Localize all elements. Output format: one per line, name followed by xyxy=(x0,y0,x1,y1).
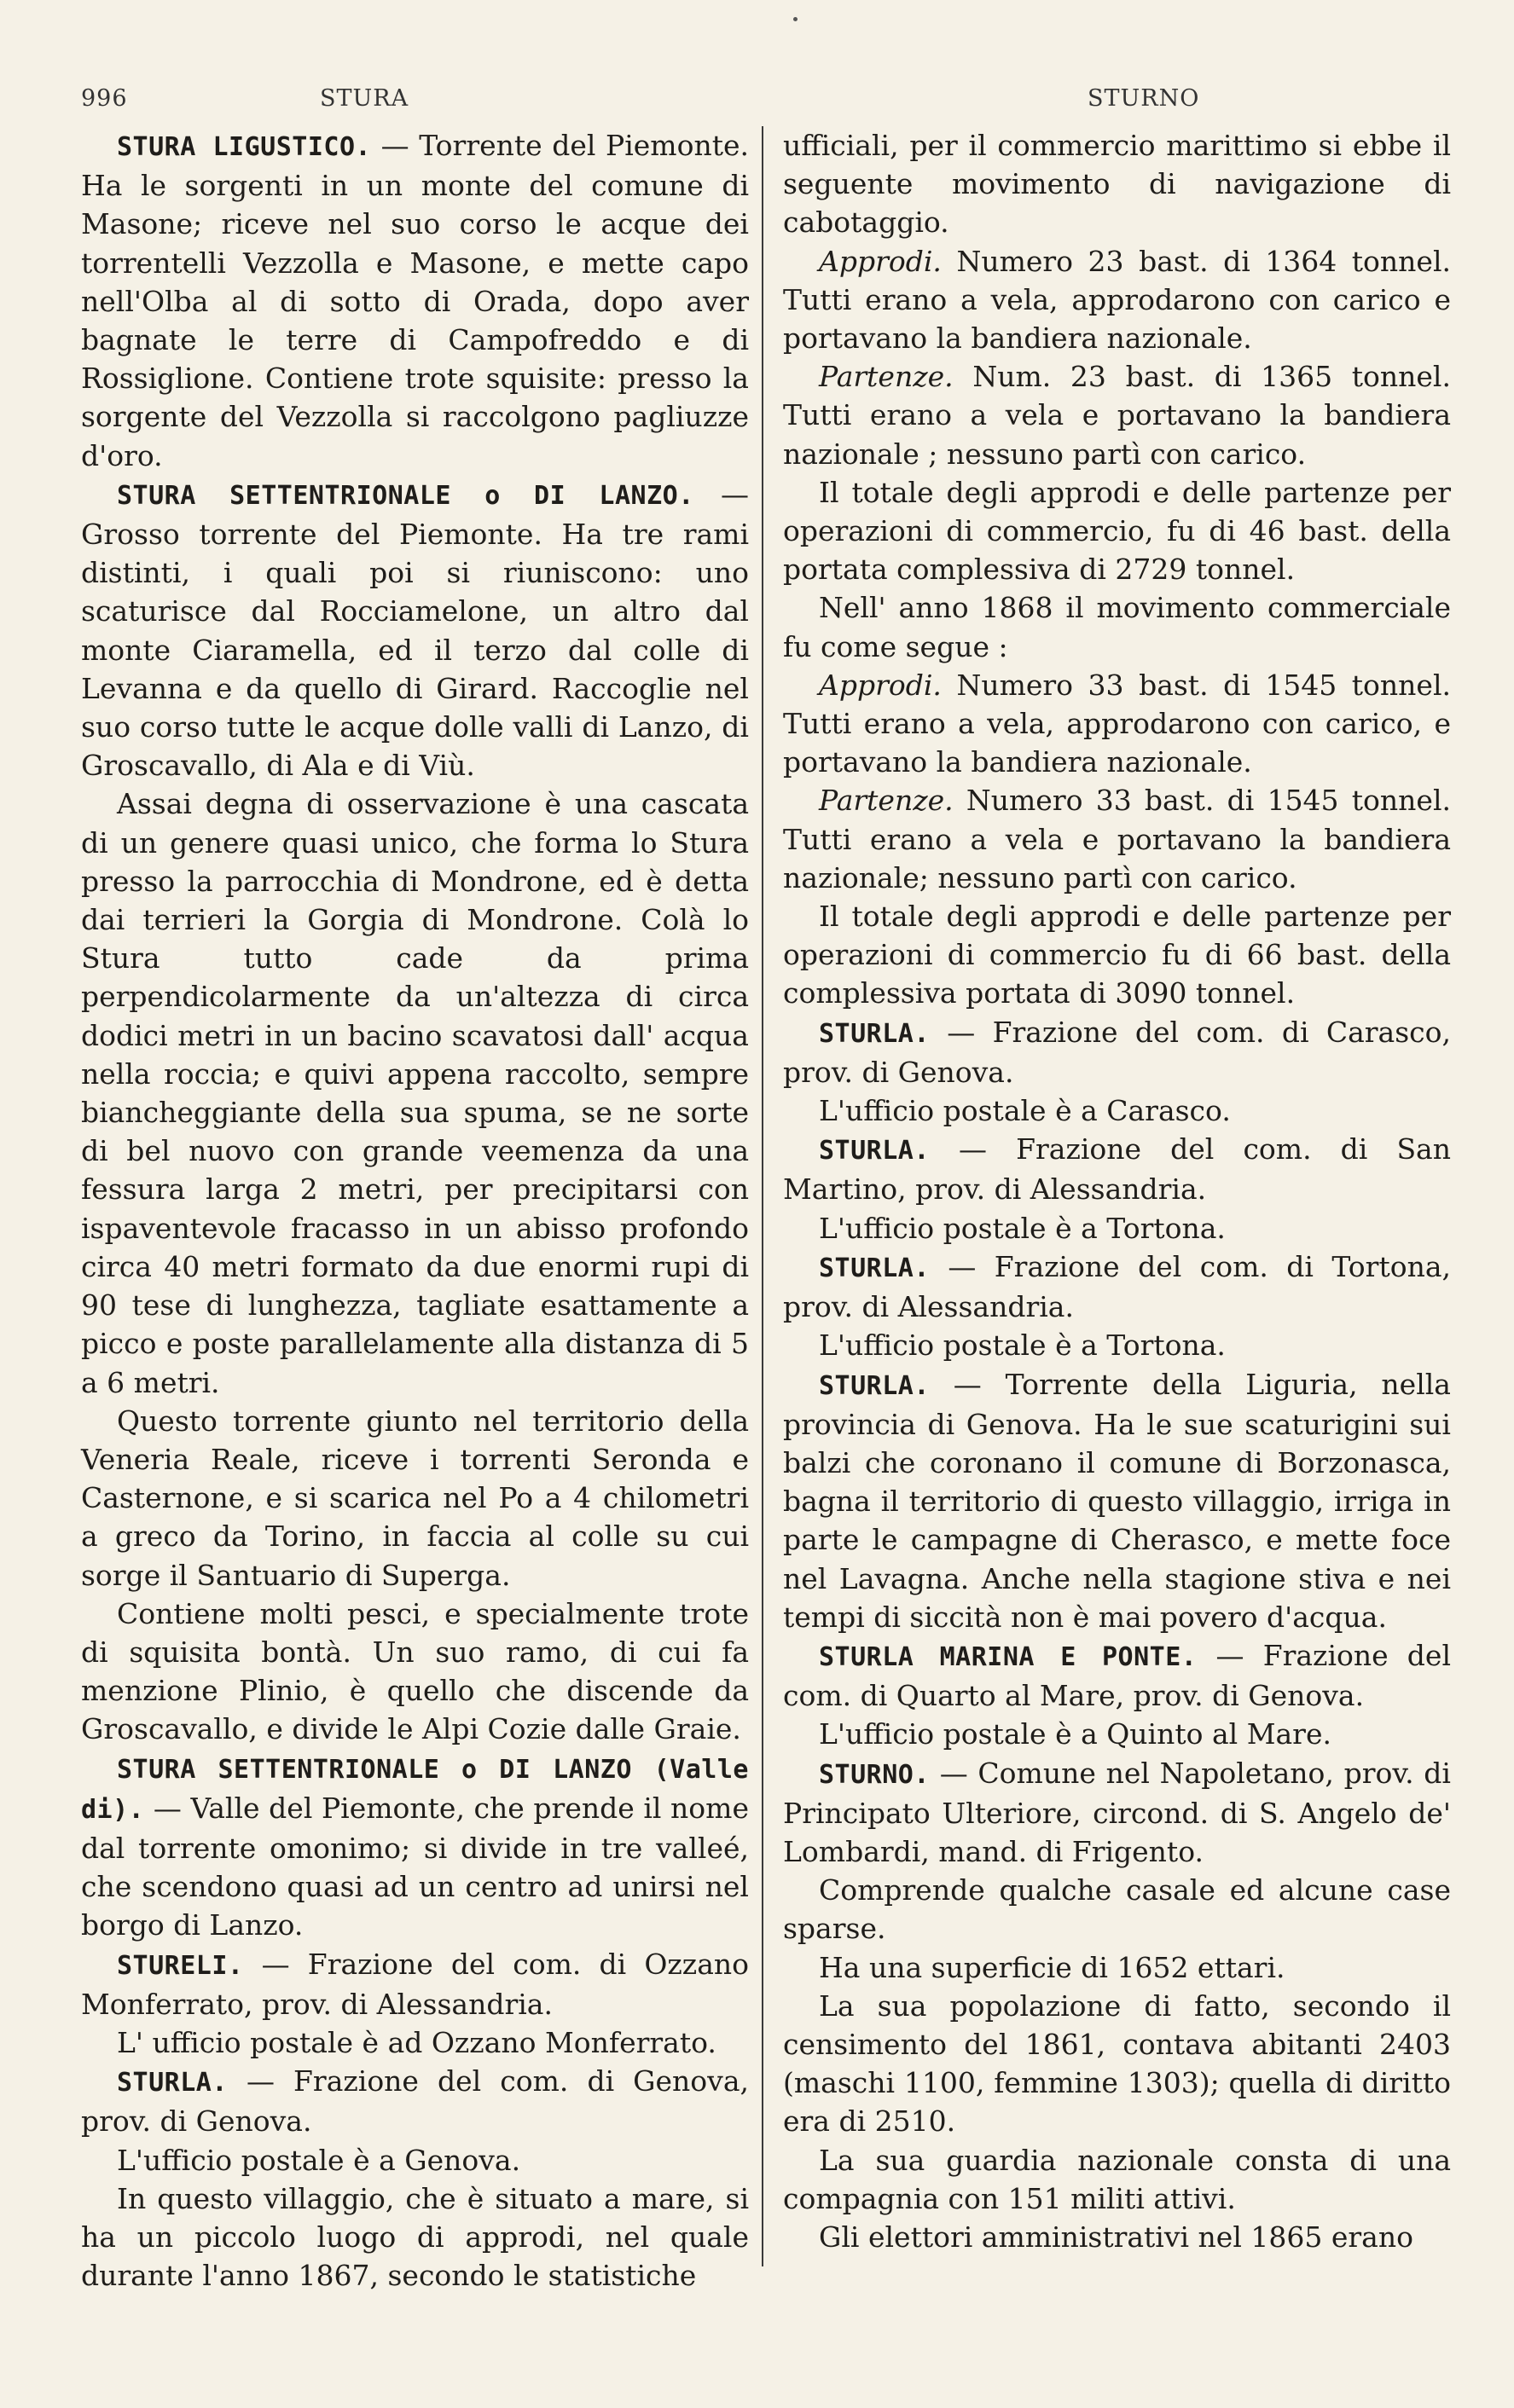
dictionary-entry xyxy=(783,1013,1451,1091)
entry-text: — Frazione del com. di San Martino, prov. di Alessandria. xyxy=(783,1132,1451,1207)
dictionary-entry xyxy=(783,1754,1451,1872)
entry-text: — Frazione del com. di Carasco, prov. di Genova. xyxy=(783,1015,1451,1089)
paragraph-label: Approdi. xyxy=(819,668,942,702)
paragraph: Questo torrente giunto nel territorio della Veneria Reale, riceve i torrenti Seronda e Casternone, e si scarica nel Po a 4 chilometri a greco da Torino, in faccia al colle su cui sorge il Santuario di Superga. xyxy=(81,1404,749,1592)
entry-text: — Valle del Piemonte, che prende il nome dal torrente omonimo; si divide in tre valleé, che scendono quasi ad un centro ad unirsi nel borgo di Lanzo. xyxy=(81,1791,749,1942)
paragraph-label: Partenze. xyxy=(819,360,954,394)
entry-headword: STURELI. xyxy=(117,1950,244,1981)
paragraph: La sua popolazione di fatto, secondo il censimento del 1861, contava abitanti 2403 (maschi 1100, femmine 1303); quella di diritto era di 2510. xyxy=(783,1988,1451,2139)
paragraph-text: Numero 33 bast. di 1545 tonnel. Tutti erano a vela, approdarono con carico, e portavano la bandiera nazionale. xyxy=(783,668,1451,779)
right-column xyxy=(783,126,1451,2256)
paragraph: La sua guardia nazionale consta di una compagnia con 151 militi attivi. xyxy=(783,2143,1451,2215)
entry-headword: STURA SETTENTRIONALE o DI LANZO (Valle di). xyxy=(81,1754,749,1825)
dictionary-entry xyxy=(81,1945,749,2023)
entry-text: — Frazione del com. di Ozzano Monferrato, prov. di Alessandria. xyxy=(81,1947,749,2021)
labeled-paragraph xyxy=(783,242,1451,358)
entry-headword: STURNO. xyxy=(819,1759,930,1790)
page-number: 996 xyxy=(81,85,128,112)
paragraph-text: Numero 33 bast. di 1545 tonnel. Tutti erano a vela e portavano la bandiera nazionale; nessuno partì con carico. xyxy=(783,784,1451,894)
paragraph: L'ufficio postale è a Genova. xyxy=(117,2143,521,2177)
entry-text: — Torrente del Piemonte. Ha le sorgenti in un monte del comune di Masone; riceve nel suo corso le acque dei torrentelli Vezzolla e Masone, e mette capo nell'Olba al di sotto di Orada, dopo aver bagnate le terre di Campofreddo e di Rossiglione. Contiene trote squisite: presso la sorgente del Vezzolla si raccolgono pagliuzze d'oro. xyxy=(81,129,749,472)
entry-headword: STURLA. xyxy=(819,1136,930,1166)
left-running-head: STURA xyxy=(320,85,409,112)
entry-headword: STURA SETTENTRIONALE o DI LANZO. xyxy=(117,480,694,511)
paragraph-text: Numero 23 bast. di 1364 tonnel. Tutti erano a vela, approdarono con carico e portavano la bandiera nazionale. xyxy=(783,244,1451,356)
entry-text: — Torrente della Liguria, nella provincia di Genova. Ha le sue scaturigini sui balzi che coronano il comune di Borzonasca, bagna il territorio di questo villaggio, irriga in parte le campagne di Cherasco, e mette foce nel Lavagna. Anche nella stagione stiva e nei tempi di siccità non è mai povero d'acqua. xyxy=(783,1367,1451,1634)
paragraph: L'ufficio postale è a Tortona. xyxy=(819,1328,1226,1363)
paragraph-label: Partenze. xyxy=(819,784,954,818)
dictionary-entry xyxy=(81,475,749,785)
dictionary-entry xyxy=(783,1247,1451,1326)
labeled-paragraph xyxy=(783,781,1451,897)
labeled-paragraph xyxy=(783,666,1451,782)
left-column xyxy=(81,126,749,2295)
paragraph: Comprende qualche casale ed alcune case sparse. xyxy=(783,1873,1451,1946)
paragraph: L'ufficio postale è a Tortona. xyxy=(819,1211,1226,1245)
dictionary-entry xyxy=(81,126,749,475)
labeled-paragraph xyxy=(783,357,1451,473)
paragraph: Gli elettori amministrativi nel 1865 erano xyxy=(819,2220,1413,2254)
paragraph: Ha una superficie di 1652 ettari. xyxy=(819,1950,1285,1984)
column-divider xyxy=(762,126,763,2266)
entry-headword: STURLA. xyxy=(819,1018,930,1049)
paragraph: Nell' anno 1868 il movimento commerciale fu come segue : xyxy=(783,591,1451,663)
dictionary-entry xyxy=(783,1365,1451,1636)
paragraph: L'ufficio postale è a Carasco. xyxy=(819,1094,1231,1128)
right-running-head: STURNO xyxy=(1088,85,1200,112)
paragraph: ufficiali, per il commercio marittimo si ebbe il seguente movimento di navigazione di cabotaggio. xyxy=(783,129,1451,240)
entry-text: — Frazione del com. di Tortona, prov. di Alessandria. xyxy=(783,1249,1451,1324)
paragraph: L' ufficio postale è ad Ozzano Monferrato. xyxy=(117,2025,716,2059)
entry-headword: STURLA. xyxy=(819,1253,930,1283)
paragraph: Contiene molti pesci, e specialmente trote di squisita bontà. Un suo ramo, di cui fa menzione Plinio, è quello che discende da Groscavallo, e divide le Alpi Cozie dalle Graie. xyxy=(81,1596,749,1746)
paragraph: Il totale degli approdi e delle partenze per operazioni di commercio, fu di 46 bast. della portata complessiva di 2729 tonnel. xyxy=(783,475,1451,587)
paragraph: L'ufficio postale è a Quinto al Mare. xyxy=(819,1717,1331,1751)
paragraph-label: Approdi. xyxy=(819,244,942,278)
paragraph: Il totale degli approdi e delle partenze per operazioni di commercio fu di 66 bast. della complessiva portata di 3090 tonnel. xyxy=(783,900,1451,1010)
entry-headword: STURA LIGUSTICO. xyxy=(117,132,372,162)
dictionary-entry xyxy=(783,1130,1451,1208)
entry-text: — Comune nel Napoletano, prov. di Principato Ulteriore, circond. di S. Angelo de' Lombardi, mand. di Frigento. xyxy=(783,1756,1451,1868)
paragraph: In questo villaggio, che è situato a mare, si ha un piccolo luogo di approdi, nel quale durante l'anno 1867, secondo le statistiche xyxy=(81,2181,749,2293)
entry-text: — Frazione del com. di Quarto al Mare, prov. di Genova. xyxy=(783,1638,1452,1713)
entry-headword: STURLA. xyxy=(117,2068,228,2098)
speck-mark xyxy=(793,17,798,21)
entry-text: — Frazione del com. di Genova, prov. di Genova. xyxy=(81,2064,749,2139)
entry-headword: STURLA MARINA E PONTE. xyxy=(819,1641,1198,1672)
paragraph: Assai degna di osservazione è una cascata di un genere quasi unico, che forma lo Stura presso la parrocchia di Mondrone, ed è detta dai terrieri la Gorgia di Mondrone. Colà lo Stura tutto cade da prima perpendicolarmente da un'altezza di circa dodici metri in un bacino scavatosi dall' acqua nella roccia; e quivi appena raccolto, sempre biancheggiante della sua spuma, se ne sorte di bel nuovo con grande veemenza da una fessura larga 2 metri, per precipitarsi con ispaventevole fracasso in un abisso profondo circa 40 metri formato da due enormi rupi di 90 tese di lunghezza, tagliate esattamente a picco e poste parallelamente alla distanza di 5 a 6 metri. xyxy=(81,787,749,1399)
dictionary-entry xyxy=(783,1636,1451,1715)
dictionary-entry xyxy=(81,2062,749,2140)
dictionary-entry xyxy=(81,1749,749,1945)
entry-headword: STURLA. xyxy=(819,1370,930,1401)
paragraph-text: Num. 23 bast. di 1365 tonnel. Tutti erano a vela e portavano la bandiera nazionale ; nessuno partì con carico. xyxy=(783,360,1451,471)
entry-text: — Grosso torrente del Piemonte. Ha tre rami distinti, i quali poi si riuniscono: uno scaturisce dal Rocciamelone, un altro dal monte Ciaramella, ed il terzo dal colle di Levanna e da quello di Girard. Raccoglie nel suo corso tutte le acque dolle valli di Lanzo, di Groscavallo, di Ala e di Viù. xyxy=(81,477,749,783)
